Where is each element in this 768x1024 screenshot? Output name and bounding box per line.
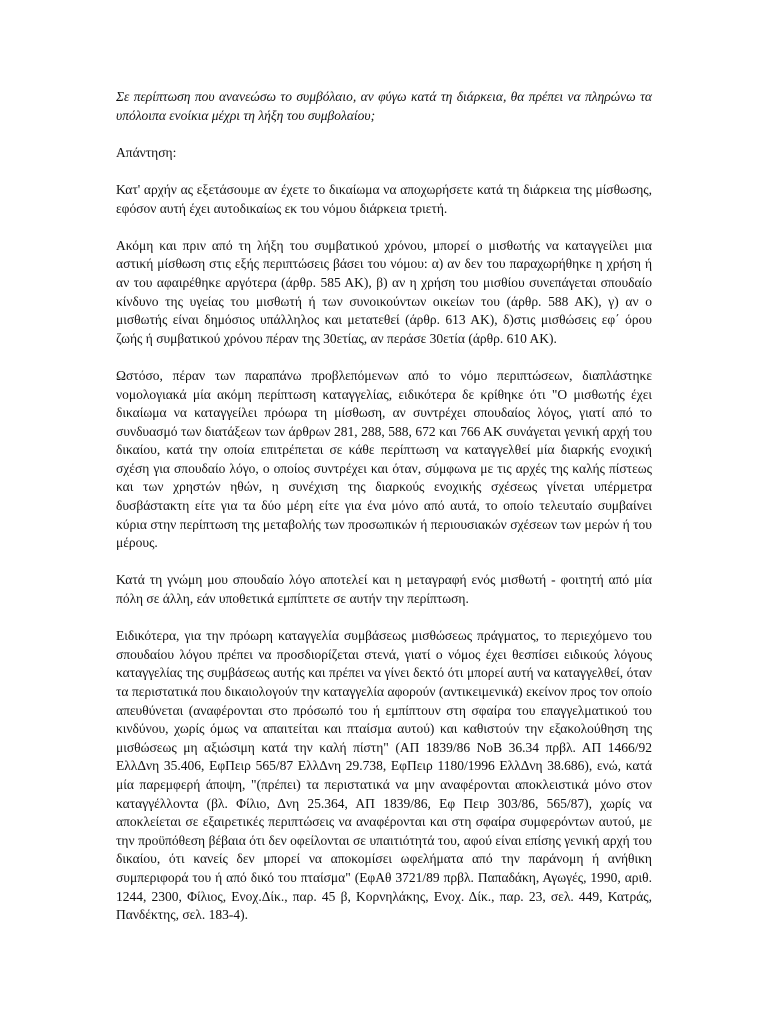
answer-label: Απάντηση: (116, 144, 177, 160)
paragraph-statutory-termination: Ακόμη και πριν από τη λήξη του συμβατικού χρόνου, μπορεί ο μισθωτής να καταγγείλει μια αστική μίσθωση στις εξής περιπτώσεις βάσει του νόμου: α) αν δεν του παραχωρήθηκε η χρήση ή αν του αφαιρέθηκε αργότερα (άρθρ. 585 ΑΚ), β) αν η χρήση του μισθίου συνεπάγεται σπουδαίο κίνδυνο της υγείας του μισθωτή ή των συνοικούντων οικείων του (άρθρ. 588 ΑΚ), γ) αν ο μισθωτής είναι δημόσιος υπάλληλος και μετατεθεί (άρθρ. 613 ΑΚ), δ)στις μισθώσεις εφ΄ όρου ζωής ή συμβατικού χρόνου πέραν της 30ετίας, αν περάσε 30ετία (άρθρ. 610 ΑΚ). (116, 237, 652, 346)
paragraph-right-to-leave: Κατ' αρχήν ας εξετάσουμε αν έχετε το δικαίωμα να αποχωρήσετε κατά τη διάρκεια της μίσθωσης, εφόσον αυτή έχει αυτοδικαίως εκ του νόμου διάρκεια τριετή. (116, 181, 652, 216)
question-text: Σε περίπτωση που ανανεώσω το συμβόλαιο, αν φύγω κατά τη διάρκεια, θα πρέπει να πληρώνω τα υπόλοιπα ενοίκια μέχρι τη λήξη του συμβολαίου; (116, 89, 652, 123)
paragraph-case-law-termination: Ωστόσο, πέραν των παραπάνω προβλεπόμενων από το νόμο περιπτώσεων, διαπλάστηκε νομολογιακά μία ακόμη περίπτωση καταγγελίας, ειδικότερα δε κρίθηκε ότι "Ο μισθωτής έχει δικαίωμα να καταγγείλει πρόωρα τη μίσθωση, αν συντρέχει σπουδαίος λόγος, γιατί από το συνδυασμό των διατάξεων των άρθρων 281, 288, 588, 672 και 766 ΑΚ συνάγεται γενική αρχή του δικαίου, κατά την οποία επιτρέπεται σε κάθε περίπτωση να καταγγελθεί μία διαρκής ενοχική σχέση για σπουδαίο λόγο, ο οποίος συντρέχει και όταν, σύμφωνα με τις αρχές της καλής πίστεως και των χρηστών ηθών, η συνέχιση της διαρκούς ενοχικής σχέσεως γίνεται υπέρμετρα δυσβάστακτη είτε για τα δύο μέρη είτε για ένα μόνο από αυτά, το οποίο τελευταίο συμβαίνει κύρια στην περίπτωση της μεταβολής των προσωπικών ή περιουσιακών σχέσεων των μερών ή του μέρους. (116, 367, 652, 551)
paragraph-details-citations: Ειδικότερα, για την πρόωρη καταγγελία συμβάσεως μισθώσεως πράγματος, το περιεχόμενο του σπουδαίου λόγου πρέπει να προσδιορίζεται στενά, γιατί ο νόμος έχει θεσπίσει ειδικούς λόγους καταγγελίας της συμβάσεως αυτής και πρέπει να γίνει δεκτό ότι μπορεί αυτή να καταγγελθεί, όταν τα περιστατικά που δικαιολογούν την καταγγελία αφορούν (αντικειμενικά) εκείνον προς τον οποίο απευθύνεται (αναφέρονται στο πρόσωπό του ή εμπίπτουν στη σφαίρα του επαγγελματικού του κινδύνου, χωρίς όμως να απαιτείται και πταίσμα αυτού) και καθιστούν την εξακολούθηση της μισθώσεως μη αξιώσιμη κατά την καλή πίστη" (ΑΠ 1839/86 ΝοΒ 36.34 πρβλ. ΑΠ 1466/92 ΕλλΔνη 35.406, ΕφΠειρ 565/87 ΕλλΔνη 29.738, ΕφΠειρ 1180/1996 ΕλλΔνη 38.686), ενώ, κατά μία παρεμφερή άποψη, "(πρέπει) τα περιστατικά να μην αναφέρονται αποκλειστικά μόνο στον καταγγέλλοντα (βλ. Φίλιο, Δνη 25.364, ΑΠ 1839/86, Εφ Πειρ 303/86, 565/87), χωρίς να αποκλείεται σε εξαιρετικές περιπτώσεις να αναφέρονται και στη σφαίρα συμφερόντων αυτού, με την προϋπόθεση βέβαια ότι δεν οφείλονται σε υπαιτιότητά του, αφού είναι επίσης γενική αρχή του δικαίου, ότι κανείς δεν μπορεί να αποκομίσει ωφελήματα από την παράνομη ή ανήθικη συμπεριφορά του ή από δικό του πταίσμα" (ΕφΑθ 3721/89 πρβλ. Παπαδάκη, Αγωγές, 1990, αριθ. 1244, 2300, Φίλιος, Ενοχ.Δίκ., παρ. 45 β, Κορνηλάκης, Ενοχ. Δίκ., παρ. 23, σελ. 449, Κατράς, Πανδέκτης, σελ. 183-4). (116, 628, 652, 923)
document-page (116, 88, 652, 943)
paragraph-opinion: Κατά τη γνώμη μου σπουδαίο λόγο αποτελεί και η μεταγραφή ενός μισθωτή - φοιτητή από μία πόλη σε άλλη, εάν υποθετικά εμπίπτετε σε αυτήν την περίπτωση. (116, 572, 652, 607)
